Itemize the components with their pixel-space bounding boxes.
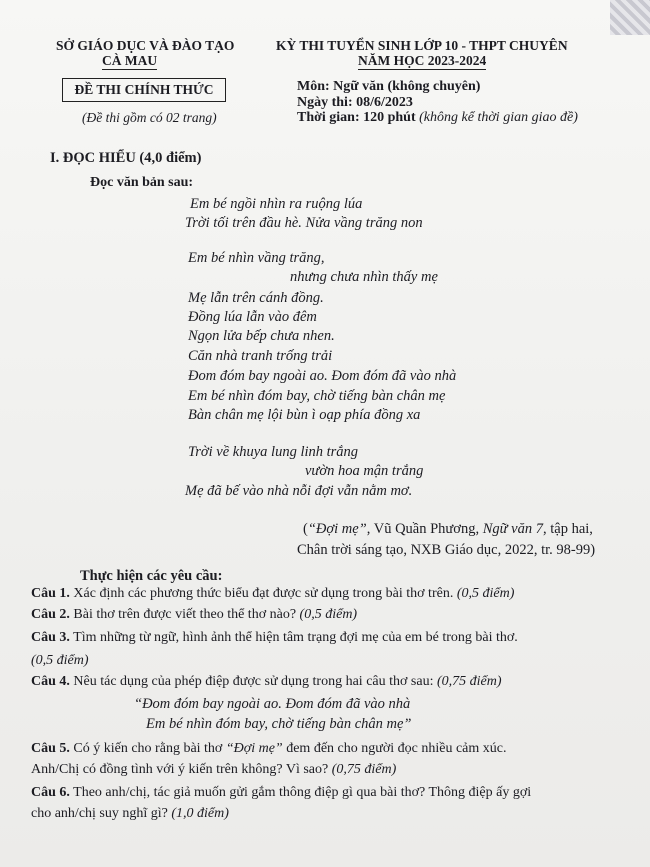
question-5: Câu 5. Có ý kiến cho rằng bài thơ “Đợi mẹ” đem đến cho người đọc nhiều cảm xúc. [31, 741, 507, 756]
date-label: Ngày thi: [297, 95, 353, 110]
source-citation-line2: Chân trời sáng tạo, NXB Giáo dục, 2022, tr. 98-99) [297, 542, 596, 558]
question-2: Câu 2. Bài thơ trên được viết theo thể thơ nào? (0,5 điểm) [31, 607, 358, 622]
date-value: 08/6/2023 [356, 95, 413, 110]
subject-line [297, 79, 480, 95]
time-line [297, 110, 578, 126]
question-6: Câu 6. Theo anh/chị, tác giả muốn gửi gắm thông điệp gì qua bài thơ? Thông điệp ấy gợi [31, 785, 532, 800]
question-3: Câu 3. Tìm những từ ngữ, hình ảnh thể hiện tâm trạng đợi mẹ của em bé trong bài thơ. [31, 630, 518, 645]
question-4-quote-line1: “Đom đóm bay ngoài ao. Đom đóm đã vào nhà [134, 696, 411, 712]
poem-line: Đồng lúa lẫn vào đêm [188, 309, 317, 325]
pages-note: (Đề thi gồm có 02 trang) [82, 110, 217, 125]
question-4-quote-line2: Em bé nhìn đóm bay, chờ tiếng bàn chân mẹ” [146, 716, 412, 732]
poem-line: Em bé ngồi nhìn ra ruộng lúa [190, 196, 363, 212]
poem-line: Đom đóm bay ngoài ao. Đom đóm đã vào nhà [188, 368, 457, 384]
subject-label: Môn: [297, 79, 330, 94]
poem-line: Mẹ đã bế vào nhà nỗi đợi vẫn nằm mơ. [185, 483, 413, 499]
poem-line: Trời tối trên đầu hè. Nửa vầng trăng non [185, 215, 423, 231]
background-fabric [610, 0, 650, 35]
poem-line: vườn hoa mận trắng [305, 463, 424, 479]
time-value: 120 phút [363, 110, 416, 125]
question-6-line2: cho anh/chị suy nghĩ gì? (1,0 điểm) [31, 806, 229, 821]
section-title: I. ĐỌC HIỂU (4,0 điểm) [50, 150, 202, 166]
poem-line: Em bé nhìn đóm bay, chờ tiếng bàn chân mẹ [188, 388, 446, 404]
source-book: Ngữ văn 7 [482, 521, 543, 537]
source-citation-line1: (“Đợi mẹ”, Vũ Quần Phương, Ngữ văn 7, tập hai, [303, 521, 593, 537]
poem-line: Mẹ lẫn trên cánh đồng. [188, 290, 324, 306]
official-exam-label: ĐỀ THI CHÍNH THỨC [62, 78, 226, 102]
department-name: SỞ GIÁO DỤC VÀ ĐÀO TẠO [56, 38, 235, 53]
source-poem-title: “Đợi mẹ” [307, 521, 367, 537]
question-5-line2: Anh/Chị có đồng tình với ý kiến trên không? Vì sao? (0,75 điểm) [31, 762, 397, 777]
school-year: NĂM HỌC 2023-2024 [358, 53, 487, 68]
poem-line: nhưng chưa nhìn thấy mẹ [290, 269, 438, 285]
poem-line: Em bé nhìn vầng trăng, [188, 250, 325, 266]
time-label: Thời gian: [297, 110, 360, 125]
poem-line: Trời về khuya lung linh trắng [188, 444, 359, 460]
question-1: Câu 1. Xác định các phương thức biểu đạt được sử dụng trong bài thơ trên. (0,5 điểm) [31, 586, 515, 601]
reading-instruction: Đọc văn bản sau: [90, 175, 194, 190]
time-note: (không kể thời gian giao đề) [419, 110, 578, 125]
poem-line: Ngọn lửa bếp chưa nhen. [188, 328, 335, 344]
poem-line: Bàn chân mẹ lội bùn ì oạp phía đồng xa [188, 407, 421, 423]
poem-line: Căn nhà tranh trống trải [188, 348, 333, 364]
tasks-heading: Thực hiện các yêu cầu: [80, 568, 223, 584]
question-4: Câu 4. Nêu tác dụng của phép điệp được sử dụng trong hai câu thơ sau: (0,75 điểm) [31, 674, 502, 689]
date-line [297, 95, 413, 111]
exam-title: KỲ THI TUYỂN SINH LỚP 10 - THPT CHUYÊN [276, 38, 568, 53]
subject-value: Ngữ văn (không chuyên) [333, 79, 481, 94]
province-name: CÀ MAU [102, 53, 158, 68]
question-3-points: (0,5 điểm) [31, 653, 89, 668]
